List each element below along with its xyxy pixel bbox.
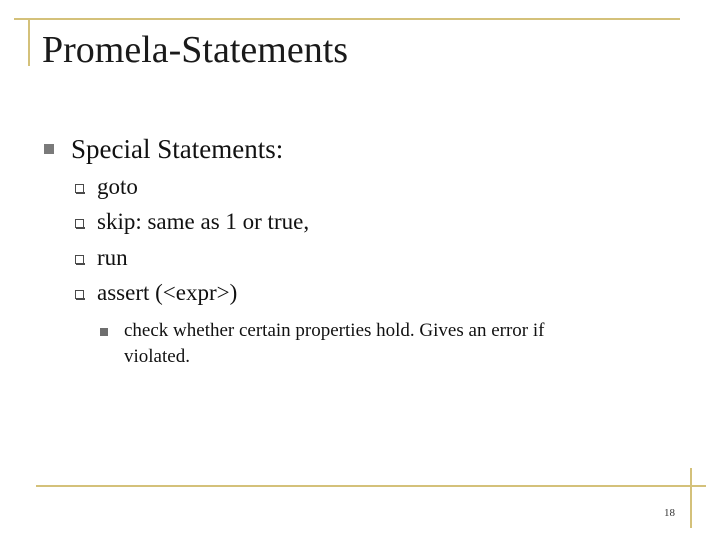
checkbox-bullet-icon: [75, 219, 84, 228]
square-bullet-icon: [44, 144, 54, 154]
checkbox-bullet-icon: [75, 290, 84, 299]
checkbox-bullet-icon: [75, 255, 84, 264]
right-vertical-rule: [690, 468, 692, 528]
checkbox-bullet-icon: [75, 184, 84, 193]
sub-bullet-skip: skip: same as 1 or true,: [97, 209, 310, 234]
sub-bullet-run: run: [97, 245, 128, 270]
top-horizontal-rule: [14, 18, 680, 20]
sub-sub-bullet-line-1: check whether certain properties hold. Gives an error if: [124, 320, 545, 341]
sub-bullet-goto: goto: [97, 174, 138, 199]
bullet-special-statements: Special Statements:: [71, 134, 284, 164]
left-vertical-rule: [28, 18, 30, 66]
sub-bullet-assert: assert (<expr>): [97, 280, 238, 305]
sub-sub-bullet-line-2: violated.: [124, 346, 190, 367]
square-bullet-icon: [100, 328, 108, 336]
slide-title: Promela-Statements: [42, 29, 349, 71]
page-number: 18: [664, 507, 675, 519]
bottom-horizontal-rule: [36, 485, 706, 487]
